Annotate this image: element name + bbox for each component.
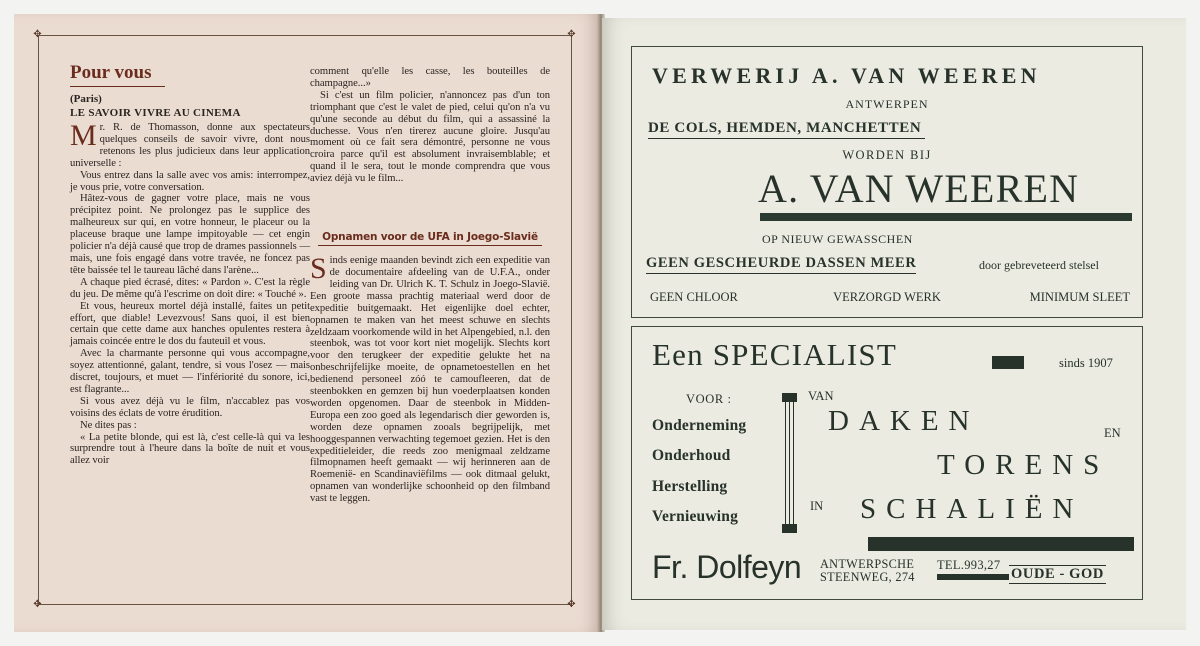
ad-slogan: GEEN GESCHEURDE DASSEN MEER: [646, 255, 916, 274]
ad-since: sinds 1907: [1059, 356, 1113, 370]
decorative-bar: [937, 574, 1009, 580]
ad-feature: MINIMUM SLEET: [1029, 290, 1130, 304]
ad-keyword: TORENS: [937, 449, 1110, 481]
corner-ornament-icon: ✥: [33, 29, 42, 40]
ad-dolfeyn: [631, 326, 1143, 600]
ad-headline: Een SPECIALIST: [652, 337, 897, 372]
service-item: Onderneming: [652, 417, 747, 434]
ad-feature: GEEN CHLOOR: [650, 290, 738, 304]
paragraph: Ne dites pas :: [80, 419, 137, 431]
ad-van-weeren: [631, 46, 1143, 318]
ad-city: ANTWERPEN: [845, 97, 929, 111]
nl-article-body: [310, 252, 550, 505]
corner-ornament-icon: ✥: [567, 599, 576, 610]
ad-label: VAN: [808, 389, 834, 403]
article-lead: r. R. de Thomasson, donne aux spectateurs quelques conseils de savoir vivre, dont nous retenons les plus judicieux dans leur application universelle :: [70, 122, 310, 169]
section-title: Pour vous: [70, 62, 165, 87]
ad-text: WORDEN BIJ: [842, 148, 932, 162]
nl-heading-wrap: [310, 227, 550, 245]
ad-keyword: SCHALIËN: [860, 493, 1084, 525]
drop-cap: M: [70, 119, 97, 152]
pillar-shaft: [785, 402, 794, 524]
article-column-2: [310, 66, 550, 505]
ad-place: OUDE - GOD: [1011, 566, 1104, 582]
ad-label: VOOR :: [686, 392, 732, 406]
ad-company-name: Fr. Dolfeyn: [652, 549, 802, 585]
paragraph: comment qu'elle les casse, les bouteilles de champagne...»: [310, 66, 550, 89]
pillar-base: [782, 524, 797, 533]
paragraph: Si vous avez déjà vu le film, n'accablez pas vos voisins des éclats de votre érudition.: [70, 395, 310, 419]
paragraph: Avec la charmante personne qui vous accompagne, soyez attentionné, galant, tendre, si vous l'osez — mais discret, toujours, et muet — l'infériorité du sonore, ici, est flagrante...: [70, 348, 310, 395]
article-location: (Paris): [70, 93, 102, 105]
paragraph: Et vous, heureux mortel déjà installé, faites un petit effort, que diable! Levezvous! Sans quoi, il est bien certain que cette dame aux hanches opulentes restera à jamais coincée entre le dos du fauteuil et vous.: [70, 300, 310, 348]
drop-cap: S: [310, 252, 327, 286]
service-item: Herstelling: [652, 478, 728, 495]
corner-ornament-icon: ✥: [33, 599, 42, 610]
service-item: Onderhoud: [652, 447, 731, 464]
article-heading: LE SAVOIR VIVRE AU CINEMA: [70, 107, 241, 119]
paragraph: Hâtez-vous de gagner votre place, mais ne vous précipitez point. Ne prolongez pas le supplice des malheureux sur qui, en votre honneur, le placeur ou la placeuse braque une lampe impitoyable — cet engin policier n'a déjà causé que trop de drames passionnels — mais, une fois engagé dans votre travée, ne foncez pas tête baissée tel le taureau lâché dans l'arène...: [70, 193, 310, 276]
article-continuation: [310, 66, 550, 185]
ad-phone: TEL.993,27: [937, 558, 1001, 572]
ad-keyword: DAKEN: [828, 405, 980, 437]
article-body: [70, 119, 310, 467]
ad-text: OP NIEUW GEWASSCHEN: [762, 232, 913, 246]
ad-label: IN: [810, 499, 824, 513]
decorative-bar: [760, 213, 1132, 221]
decorative-block: [992, 356, 1024, 369]
paragraph: inds eenige maanden bevindt zich een expeditie van de documentaire afdeeling van de U.F.A., onder leiding van Dr. Ulrich K. T. Schulz in Joego-Slavië. Een groote massa prachtig materiaal werd door de expeditie buitgemaakt. Het eigenlijke doel echter, opnamen te maken van het meest schuwe en slechts zeldzaam voorkomende wild in het Alpengebied, n.l. den steenbok, was tot voor kort niet mogelijk. Slechts kort voor den terugkeer der expeditie gelukte het na onbeschrijfelijke moeite, de opnametoestellen en het bedienend personeel zóó te camoufleeren, dat de steenbokken en gemzen bij hun voederplaatsen konden worden opgenomen. Daar de steenbok in Midden-Europa een zoo goed als legendarisch dier geworden is, worden deze opnamen zooals begrijpelijk, met hooggespannen verwachting tegemoet gezien. Het is den expeditieleider, die reeds zoo menigmaal zeldzame filmopnamen heeft gemaakt — wij herinneren aan de Roemenië- en Scandinaviëfilms — ook ditmaal gelukt, opnamen van wonderlijke schoonheid op den filmband vast te leggen.: [310, 255, 550, 505]
paragraph: Vous entrez dans la salle avec vos amis: interrompez, je vous prie, votre conversation.: [70, 169, 310, 193]
paragraph: A chaque pied écrasé, dites: « Pardon ». C'est la règle du jeu. De même qu'à l'escrime on doit dire: « Touché ».: [70, 276, 310, 300]
ad-items: DE COLS, HEMDEN, MANCHETTEN: [648, 120, 925, 139]
ad-company-name: A. VAN WEEREN: [758, 166, 1080, 211]
ad-address: [820, 558, 915, 584]
corner-ornament-icon: ✥: [567, 29, 576, 40]
decorative-bar: [868, 537, 1134, 551]
pillar-icon: [782, 393, 797, 533]
paragraph: « La petite blonde, qui est là, c'est celle-là qui va les surprendre tout à l'heure dans la boîte de nuit et vous allez voir: [70, 431, 310, 467]
pillar-cap: [782, 393, 797, 402]
ad-headline: VERWERIJ A. VAN WEEREN: [652, 63, 1041, 88]
ad-label: EN: [1104, 426, 1121, 440]
address-line: STEENWEG, 274: [820, 569, 915, 584]
article-column-1: [70, 62, 310, 467]
nl-article-heading: Opnamen voor de UFA in Joego-Slavië: [318, 231, 542, 246]
paragraph: Si c'est un film policier, n'annoncez pas d'un ton triomphant que c'est le valet de pied, celui qu'on n'a vu qu'une seconde au début du film, qui a assassiné la duchesse. Vous n'en tirerez aucune gloire. Jusqu'au moment où ce fait sera démontré, personne ne vous croira parce qu'il est absolument invraisemblable; et quand il le sera, tout le monde comprendra que vous aviez déjà vu le film...: [310, 89, 550, 185]
service-item: Vernieuwing: [652, 508, 739, 525]
address-line: ANTWERPSCHE: [820, 557, 915, 571]
ad-slogan-suffix: door gebreveteerd stelsel: [979, 258, 1099, 272]
ad-feature: VERZORGD WERK: [833, 290, 941, 304]
